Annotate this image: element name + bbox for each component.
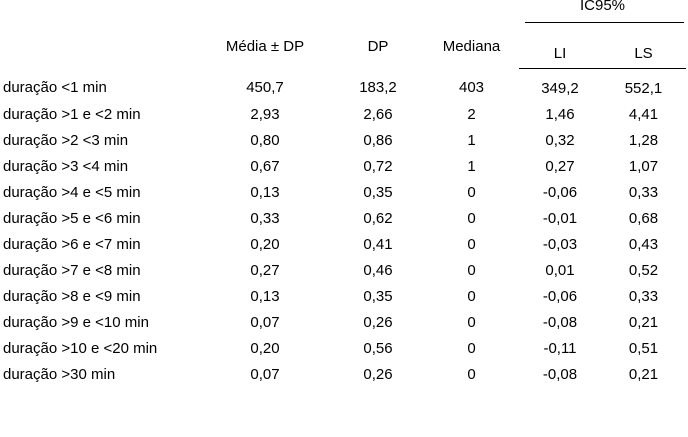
row-label: duração <1 min [3,79,107,97]
cell-dp: 0,41 [363,235,393,253]
cell-mediana: 0 [467,287,476,305]
cell-mediana: 403 [458,79,485,97]
cell-mediana: 2 [467,105,476,123]
cell-media: 0,33 [250,209,280,227]
table-row [0,127,686,153]
cell-media: 0,07 [250,313,280,331]
cell-dp: 0,26 [363,365,393,383]
cell-li: -0,11 [543,339,577,357]
cell-media: 0,07 [250,365,280,383]
cell-media: 0,27 [250,261,280,279]
cell-li: -0,01 [542,209,578,227]
cell-media: 2,93 [250,105,280,123]
cell-mediana: 1 [467,131,476,149]
row-label: duração >5 e <6 min [3,209,141,227]
header-dp: DP [367,37,389,55]
row-label: duração >10 e <20 min [3,339,158,357]
cell-dp: 0,56 [363,339,393,357]
cell-li: 0,27 [545,157,575,175]
header-ic95-rule [525,22,684,23]
cell-dp: 183,2 [359,79,397,97]
row-label: duração >7 e <8 min [3,261,141,279]
table-row [0,361,686,387]
cell-ls: 0,43 [628,235,659,253]
cell-mediana: 0 [467,365,476,383]
cell-ls: 1,28 [628,131,659,149]
cell-dp: 0,35 [363,183,393,201]
cell-mediana: 0 [467,339,476,357]
cell-mediana: 0 [467,261,476,279]
table-row [0,283,686,309]
table-row [0,257,686,283]
cell-li: -0,08 [542,313,578,331]
cell-ls: 0,68 [628,209,659,227]
table-row [0,69,686,102]
row-label: duração >2 <3 min [3,131,129,149]
table-row [0,101,686,127]
cell-mediana: 0 [467,183,476,201]
header-row-label [0,0,198,69]
cell-media: 0,20 [250,339,280,357]
cell-li: 349,2 [541,79,579,97]
cell-ls: 0,21 [628,365,659,383]
header-media-dp: Média ± DP [225,37,305,55]
cell-dp: 2,66 [363,105,393,123]
cell-media: 0,13 [250,183,280,201]
cell-li: 0,32 [545,131,575,149]
cell-media: 450,7 [246,79,284,97]
cell-dp: 0,46 [363,261,393,279]
row-label: duração >9 e <10 min [3,313,149,331]
cell-li: -0,08 [542,365,578,383]
header-mediana: Mediana [442,37,501,55]
cell-dp: 0,72 [363,157,393,175]
table-row [0,231,686,257]
cell-media: 0,20 [250,235,280,253]
cell-li: -0,03 [542,235,578,253]
cell-media: 0,80 [250,131,280,149]
cell-mediana: 0 [467,313,476,331]
cell-ls: 0,33 [628,183,659,201]
cell-ls: 552,1 [624,79,663,97]
cell-ls: 0,21 [628,313,659,331]
cell-dp: 0,35 [363,287,393,305]
cell-media: 0,13 [250,287,280,305]
cell-ls: 0,52 [628,261,659,279]
row-label: duração >6 e <7 min [3,235,141,253]
table-row [0,153,686,179]
table-body [0,69,686,388]
header-ic95: IC95% [579,0,626,14]
cell-ls: 1,07 [628,157,659,175]
cell-li: -0,06 [542,287,578,305]
cell-mediana: 0 [467,209,476,227]
cell-li: 1,46 [545,105,575,123]
row-label: duração >8 e <9 min [3,287,141,305]
table-row [0,205,686,231]
cell-ls: 4,41 [628,105,659,123]
header-ls: LS [601,36,686,69]
cell-media: 0,67 [250,157,280,175]
cell-dp: 0,62 [363,209,393,227]
cell-mediana: 0 [467,235,476,253]
header-ic95-group [519,0,686,36]
row-label: duração >3 <4 min [3,157,129,175]
cell-li: 0,01 [545,261,575,279]
row-label: duração >4 e <5 min [3,183,141,201]
table-header [0,0,686,69]
table-row [0,309,686,335]
cell-ls: 0,51 [628,339,659,357]
cell-li: -0,06 [542,183,578,201]
cell-dp: 0,86 [363,131,393,149]
cell-dp: 0,26 [363,313,393,331]
cell-mediana: 1 [467,157,476,175]
row-label: duração >1 e <2 min [3,105,141,123]
row-label: duração >30 min [3,365,116,383]
cell-ls: 0,33 [628,287,659,305]
table-row [0,179,686,205]
header-li: LI [519,36,601,69]
table-row [0,335,686,361]
